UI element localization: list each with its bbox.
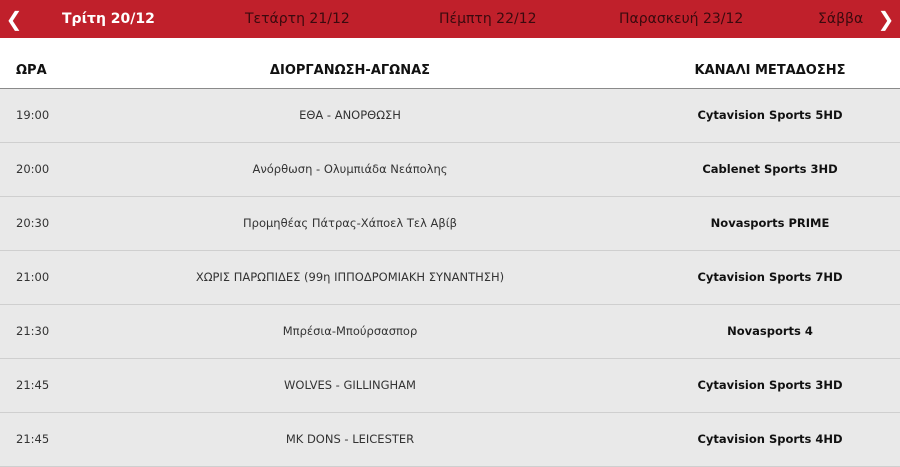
table-row (0, 197, 900, 251)
row-time: 19:00 (16, 108, 50, 122)
table-row (0, 359, 900, 413)
row-time: 21:45 (16, 378, 50, 392)
day-navigation-bar (0, 0, 900, 38)
chevron-left-icon[interactable]: ❮ (5, 7, 23, 31)
row-channel: Novasports PRIME (710, 216, 830, 230)
header-channel: ΚΑΝΑΛΙ ΜΕΤΑΔΟΣΗΣ (694, 63, 846, 78)
header-time: ΩΡΑ (16, 63, 47, 78)
row-match: WOLVES - GILLINGHAM (284, 378, 416, 392)
chevron-right-icon[interactable]: ❯ (872, 0, 900, 38)
row-channel: Cytavision Sports 3HD (697, 378, 843, 392)
row-match: ΕΘΑ - ΑΝΟΡΘΩΣΗ (299, 108, 401, 122)
table-header (0, 54, 900, 89)
table-row (0, 305, 900, 359)
row-channel: Cytavision Sports 5HD (697, 108, 843, 122)
row-match: Ανόρθωση - Ολυμπιάδα Νεάπολης (252, 162, 448, 176)
row-time: 20:30 (16, 216, 50, 230)
row-time: 21:30 (16, 324, 50, 338)
row-channel: Cytavision Sports 4HD (697, 432, 843, 446)
table-row (0, 413, 900, 467)
row-channel: Cytavision Sports 7HD (697, 270, 843, 284)
row-channel: Novasports 4 (727, 324, 813, 338)
row-match: Μπρέσια-Μπούρσασπορ (282, 324, 418, 338)
row-match: Προμηθέας Πάτρας-Χάποελ Τελ Αβίβ (243, 216, 457, 230)
row-channel: Cablenet Sports 3HD (702, 162, 838, 176)
row-time: 21:45 (16, 432, 50, 446)
row-time: 20:00 (16, 162, 50, 176)
day-tab-tuesday[interactable]: Τρίτη 20/12 (62, 11, 155, 27)
spacer (0, 38, 900, 54)
day-tab-saturday[interactable]: Σάββα (818, 11, 864, 27)
schedule-table-body (0, 89, 900, 467)
row-match: MK DONS - LEICESTER (285, 432, 415, 446)
header-match: ΔΙΟΡΓΑΝΩΣΗ-ΑΓΩΝΑΣ (269, 63, 431, 78)
row-match: ΧΩΡΙΣ ΠΑΡΩΠΙΔΕΣ (99η ΙΠΠΟΔΡΟΜΙΑΚΗ ΣΥΝΑΝΤΗΣΗ) (195, 270, 505, 284)
day-tab-friday[interactable]: Παρασκευή 23/12 (619, 11, 744, 27)
day-tab-thursday[interactable]: Πέμπτη 22/12 (439, 11, 537, 27)
table-row (0, 143, 900, 197)
day-tab-wednesday[interactable]: Τετάρτη 21/12 (245, 11, 350, 27)
row-time: 21:00 (16, 270, 50, 284)
table-row (0, 89, 900, 143)
table-row (0, 251, 900, 305)
